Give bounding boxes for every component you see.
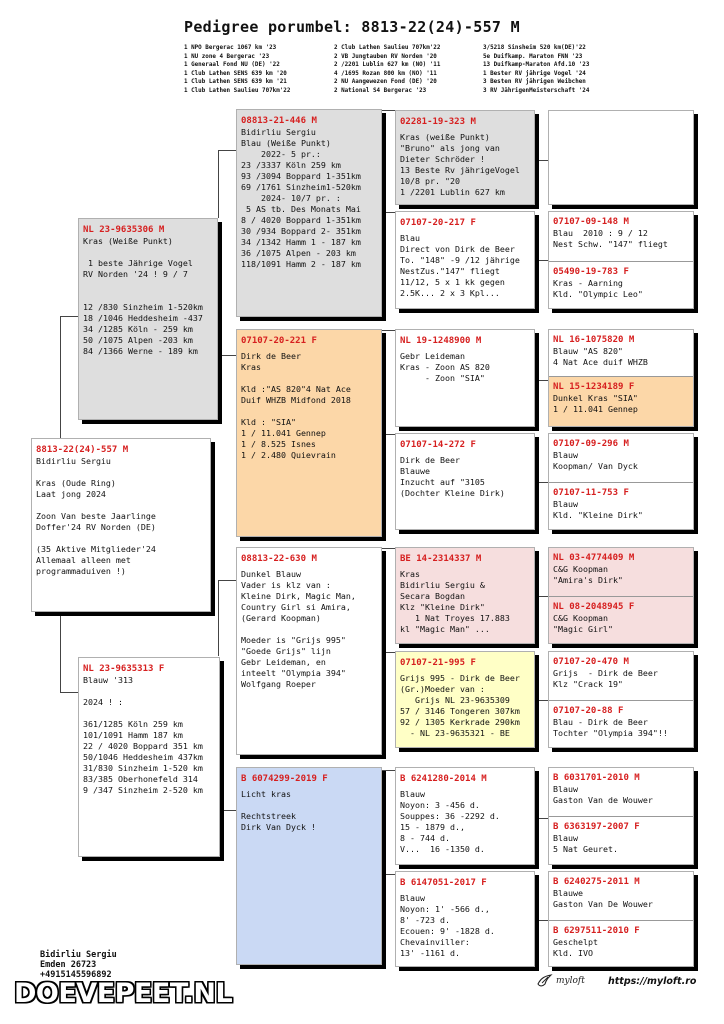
performance-item: 1 NPO Bergerac 1067 km '23 (184, 45, 277, 51)
pigeon-details: C&G Koopman "Amira's Dirk" (553, 564, 623, 585)
pigeon-details: Kras - Aarning Kld. "Olympic Leo" (553, 278, 643, 299)
ring-number: 07107-14-272 F (400, 440, 476, 450)
logo-text: myloft (556, 976, 585, 986)
pigeon-details: Grijs - Dirk de Beer Klz "Crack 19" (553, 668, 658, 689)
great-grandparent-card (395, 767, 535, 865)
pigeon-details: Gebr Leideman Kras - Zoon AS 820 - Zoon "SIA" (400, 351, 490, 383)
performance-column (184, 44, 334, 95)
ring-number: 07107-09-296 M (553, 439, 629, 449)
connector-line (534, 482, 548, 483)
connector-line (218, 150, 236, 151)
pigeon-details: Blauw '313 2024 ! : (83, 675, 133, 707)
pigeon-details: Licht kras Rechtstreek Dirk Van Dyck ! (241, 789, 316, 832)
gggp-cell (549, 920, 693, 967)
ring-number: B 6074299-2019 F (241, 774, 328, 784)
performance-item: 1 NU zone 4 Bergerac '23 (184, 53, 270, 60)
performance-item: 3 Besten RV jährigen Weibchen (483, 79, 586, 85)
connector-line (218, 320, 219, 355)
race-results: 361/1285 Köln 259 km 101/1091 Hamm 187 km 22 / 4020 Boppard 351 km 50/1046 Heddesheim 437km 31/830 Sinzheim 1-520 km 83/385 Oberhonefeld 314 9 /347 Sinzheim 2-520 km (83, 719, 203, 795)
connector-line (534, 818, 548, 819)
connector-line (218, 580, 236, 581)
pigeon-details: Geschelpt Kld. IVO (553, 937, 598, 958)
gggp-cell (549, 330, 693, 376)
breeder-contact: Bidirliu Sergiu Emden 26723 +4915145596892 (40, 950, 117, 980)
website-link[interactable]: https://myloft.ro (608, 976, 697, 987)
great-great-grandparent-card (548, 433, 694, 530)
ring-number: B 6297511-2010 F (553, 926, 640, 936)
gggp-cell (549, 111, 693, 171)
performance-item: 5e Duifkamp. Maraton FNN '23 (483, 53, 583, 60)
pigeon-details: Dirk de Beer Kras Kld :"AS 820"4 Nat Ace Duif WHZB Midfond 2018 Kld : "SIA" 1 / 11.041 Gennep 1 / 8.525 Isnes 1 / 2.480 Quievrain (241, 351, 351, 460)
connector-line (381, 652, 395, 653)
great-great-grandparent-card (548, 110, 694, 205)
performance-item: 1 Bester RV jährige Vogel '24 (483, 70, 586, 77)
performance-item: 1 Club Lathen SENS 639 km '21 (184, 79, 287, 85)
pigeon-details: Kras Bidirliu Sergiu & Secara Bogdan Klz "Kleine Dirk" 1 Nat Troyes 17.883 kl "Magic Man" ... (400, 569, 510, 634)
pigeon-details: Blau Direct von Dirk de Beer To. "148" -9 /12 jährige NestZus."147" fliegt 11/12, 5 x 1 kk gegen 2.5K... 2 x 3 Kpl... (400, 233, 520, 298)
pigeon-details: Kras (weiße Punkt) "Bruno" als jong van Dieter Schröder ! 13 Beste Rv jährigeVogel 10/8 pr. "20 1 /2201 Lublin 627 km (400, 132, 520, 197)
connector-line (381, 330, 395, 331)
grandsire-dam-card (236, 547, 382, 755)
gggp-cell (549, 652, 693, 700)
ring-number: 07107-11-753 F (553, 488, 629, 498)
great-great-grandparent-card (548, 767, 694, 865)
ring-number: BE 14-2314337 M (400, 554, 482, 564)
pigeon-details: Blau - Dirk de Beer Tochter "Olympia 394"!! (553, 717, 668, 738)
great-great-grandparent-card (548, 329, 694, 427)
ring-number: NL 16-1075820 M (553, 335, 635, 345)
ring-number: NL 08-2048945 F (553, 602, 635, 612)
ring-number: NL 15-1234189 F (553, 382, 635, 392)
pigeon-details: Kras (Weiße Punkt) 1 beste Jährige Vogel RV Norden '24 ! 9 / 7 (83, 236, 193, 279)
ring-number: B 6363197-2007 F (553, 822, 640, 832)
great-great-grandparent-card (548, 651, 694, 748)
gggp-cell (549, 548, 693, 596)
ring-number: NL 19-1248900 M (400, 336, 482, 346)
connector-line (60, 316, 61, 438)
ring-number: NL 23-9635313 F (83, 664, 165, 674)
pigeon-details: Blauw Gaston Van de Wouwer (553, 784, 653, 805)
gggp-cell (549, 261, 693, 309)
ring-number: NL 03-4774409 M (553, 553, 635, 563)
connector-line (381, 212, 395, 213)
great-grandparent-card (395, 871, 535, 967)
ring-number: 08813-22-630 M (241, 554, 317, 564)
gggp-cell (549, 816, 693, 865)
pigeon-details: Blauwe Gaston Van De Wouwer (553, 888, 653, 909)
connector-line (218, 810, 236, 811)
pigeon-details: Blauw Noyon: 1' -566 d., 8' -723 d. Ecouen: 9' -1828 d. Chevainviller: 13' -1161 d. (400, 893, 495, 958)
gggp-cell (549, 434, 693, 482)
ring-number: B 6147051-2017 F (400, 878, 487, 888)
great-grandparent-card (395, 433, 535, 530)
grandsire-sire-card (236, 109, 382, 317)
connector-line (218, 580, 219, 656)
ring-number: B 6240275-2011 M (553, 877, 640, 887)
gggp-cell (549, 700, 693, 748)
connector-line (534, 920, 548, 921)
performance-item: 2 NU Aangewezen Fond (DE) '20 (334, 79, 437, 85)
ring-number: 07107-20-217 F (400, 218, 476, 228)
sire-card (78, 218, 218, 420)
gggp-cell (549, 212, 693, 261)
ring-number: 05490-19-783 F (553, 267, 629, 277)
connector-line (534, 160, 548, 161)
great-grandparent-card (395, 211, 535, 309)
connector-line (534, 700, 548, 701)
connector-line (381, 874, 395, 875)
performance-item: 3 RV JährigenMeisterschaft '24 (483, 87, 590, 94)
pigeon-details: Blau 2010 : 9 / 12 Nest Schw. "147" fliegt (553, 228, 668, 249)
pigeon-details: Bidirliu Sergiu Kras (Oude Ring) Laat jong 2024 Zoon Van beste Jaarlinge Doffer'24 RV Norden (DE) (35 Aktive Mitglieder'24 Allemaal alleen met programmaduiven !) (36, 456, 156, 576)
pigeon-icon (536, 972, 554, 990)
pigeon-details: C&G Koopman "Magic Girl" (553, 613, 613, 634)
performance-item: 4 /1695 Rozan 800 km (NO) '11 (334, 70, 437, 77)
gggp-cell (549, 872, 693, 920)
race-results: 12 /830 Sinzheim 1-520km 18 /1046 Heddesheim -437 34 /1285 Köln - 259 km 50 /1075 Alpen -203 km 84 /1366 Werne - 189 km (83, 302, 203, 356)
performance-item: 2 VB Jungtauben RV Norden '20 (334, 53, 437, 60)
performance-item: 13 Duifkamp-Maraton Afd.10 '23 (483, 62, 590, 68)
ring-number: B 6241280-2014 M (400, 774, 487, 784)
ring-number: 07107-20-221 F (241, 336, 317, 346)
connector-line (381, 548, 395, 549)
connector-line (534, 260, 548, 261)
connector-line (218, 355, 236, 356)
pigeon-details: Grijs 995 - Dirk de Beer (Gr.)Moeder van : Grijs NL 23-9635309 57 / 3146 Tongeren 307km 92 / 1305 Kerkrade 290km - NL 23-9635321 - BE (400, 673, 520, 738)
ring-number: 07107-20-88 F (553, 706, 624, 716)
connector-line (534, 380, 548, 381)
great-grandparent-card (395, 110, 535, 205)
ring-number: 02281-19-323 M (400, 117, 476, 127)
pigeon-details: Bidirliu Sergiu Blau (Weiße Punkt) 2022- 5 pr.: 23 /3337 Köln 259 km 93 /3094 Boppard 1-351km 69 /1761 Sinzheim1-520km 2024- 10/7 pr. : 5 AS tb. Des Monats Mai 8 / 4020 Boppard 1-351km 30 /934 Boppard 2- 351km 34 /1342 Hamm 1 - 187 km 36 /1075 Alpen - 203 km 118/1091 Hamm 2 - 187 km (241, 127, 361, 269)
ring-number: 07107-21-995 F (400, 658, 476, 668)
ring-number: 07107-20-470 M (553, 657, 629, 667)
subject-card (31, 438, 211, 612)
connector-line (60, 692, 78, 693)
gggp-cell (549, 482, 693, 530)
ring-number: 08813-21-446 M (241, 116, 317, 126)
connector-line (218, 150, 219, 218)
performance-item: 1 Generaal Fond NU (DE) '22 (184, 62, 280, 68)
ring-number: 07107-09-148 M (553, 217, 629, 227)
dam-card (78, 657, 220, 857)
great-great-grandparent-card (548, 211, 694, 309)
gggp-cell (549, 376, 693, 427)
performance-item: 1 Club Lathen SENS 639 km '20 (184, 70, 287, 77)
gggp-cell (549, 171, 693, 205)
ring-number: NL 23-9635306 M (83, 225, 165, 235)
pigeon-details: Blauw "AS 820" 4 Nat Ace duif WHZB (553, 346, 648, 367)
performance-column (334, 44, 483, 95)
pigeon-details: Blauw Noyon: 3 -456 d. Souppes: 36 -2292 d. 15 - 1879 d., 8 - 744 d. V... 16 -1350 d. (400, 789, 500, 854)
pigeon-details: Dunkel Kras "SIA" 1 / 11.041 Gennep (553, 393, 638, 414)
great-grandparent-card (395, 329, 535, 427)
watermark: DOEVEPEET.NL (14, 978, 233, 1009)
great-grandparent-card (395, 547, 535, 644)
performance-item: 2 /2201 Lublin 627 km (NO) '11 (334, 62, 441, 68)
great-great-grandparent-card (548, 547, 694, 644)
connector-line (60, 316, 78, 317)
granddam-dam-card (236, 767, 382, 965)
performance-item: 2 Club Lathen Saulieu 707km'22 (334, 45, 441, 51)
performance-item: 2 National S4 Bergerac '23 (334, 87, 427, 94)
great-grandparent-card (395, 651, 535, 748)
pigeon-details: Blauw Kld. "Kleine Dirk" (553, 499, 643, 520)
granddam-sire-card (236, 329, 382, 537)
ring-number: B 6031701-2010 M (553, 773, 640, 783)
pedigree-title: Pedigree porumbel: 8813-22(24)-557 M (184, 18, 520, 36)
performance-item: 3/5218 Sinsheim 520 km(DE)'22 (483, 45, 586, 51)
gggp-cell (549, 768, 693, 816)
connector-line (381, 770, 395, 771)
performance-summary (184, 44, 664, 95)
great-great-grandparent-card (548, 871, 694, 967)
performance-item: 1 Club Lathen Saulieu 707km'22 (184, 87, 291, 94)
pigeon-details: Blauw 5 Nat Geuret. (553, 833, 618, 854)
ring-number: 8813-22(24)-557 M (36, 445, 129, 455)
myloft-logo (536, 972, 585, 990)
pigeon-details: Dirk de Beer Blauwe Inzucht auf "3105 (Dochter Kleine Dirk) (400, 455, 505, 498)
connector-line (381, 434, 395, 435)
connector-line (381, 110, 395, 111)
performance-column (483, 44, 589, 95)
connector-line (534, 596, 548, 597)
gggp-cell (549, 596, 693, 644)
pigeon-details: Dunkel Blauw Vader is klz van : Kleine Dirk, Magic Man, Country Girl si Amira, (Gerard Koopman) Moeder is "Grijs 995" "Goede Grijs" lijn Gebr Leideman, en inteelt "Olympia 394" Wolfgang Roeper (241, 569, 356, 689)
connector-line (60, 612, 61, 692)
pigeon-details: Blauw Koopman/ Van Dyck (553, 450, 638, 471)
